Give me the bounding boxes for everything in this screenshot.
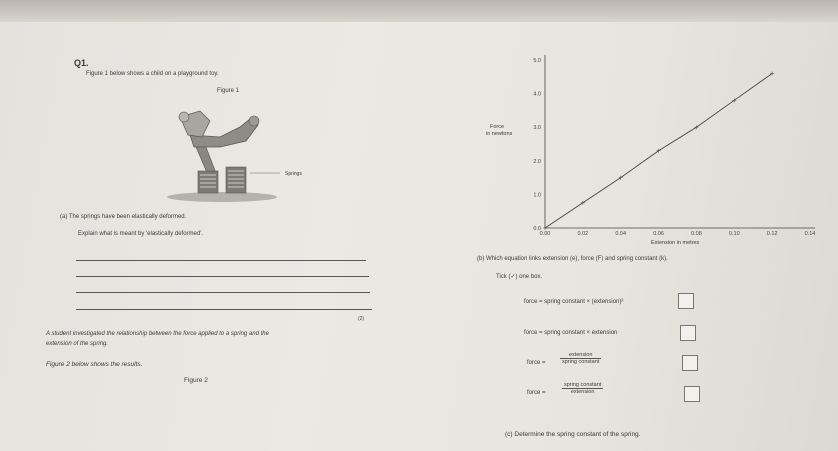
y-tick-label: 2.0: [533, 158, 541, 165]
x-tick-label: 0.12: [766, 231, 778, 237]
x-tick-label: 0.08: [691, 231, 702, 237]
option-3-checkbox[interactable]: [682, 355, 698, 371]
option-2-checkbox[interactable]: [680, 325, 696, 341]
option-4-denominator: extension: [570, 389, 595, 395]
option-4-numerator: spring constant: [564, 382, 602, 388]
option-4-lhs: force =: [527, 390, 546, 396]
y-tick-label: 1.0: [533, 192, 541, 199]
part-a-marks: (2): [358, 316, 365, 322]
option-4-checkbox[interactable]: [684, 386, 700, 402]
part-b-instruction: Tick (✓) one box.: [496, 274, 543, 280]
y-tick-label: 0.0: [533, 226, 541, 232]
option-3-denominator: spring constant: [562, 359, 600, 365]
y-axis-label-line1: Force: [490, 124, 505, 130]
x-axis-label: Extension in metres: [651, 240, 700, 246]
option-3-fraction: [560, 352, 601, 365]
x-tick-label: 0.10: [728, 231, 740, 237]
question-number: Q1.: [74, 58, 89, 68]
y-tick-label: 4.0: [533, 91, 541, 98]
part-b-label: (b) Which equation links extension (e), force (F) and spring constant (k).: [477, 256, 668, 262]
x-tick-label: 0.06: [653, 231, 664, 237]
figure2-caption: Figure 2: [184, 377, 208, 384]
x-tick-label: 0.00: [539, 231, 551, 237]
student-text-2: extension of the spring.: [46, 341, 109, 347]
x-tick-label: 0.04: [615, 231, 627, 237]
springs-label: Springs: [285, 171, 302, 177]
y-tick-label: 5.0: [533, 58, 541, 64]
part-c-label: (c) Determine the spring constant of the spring.: [505, 431, 641, 438]
option-4-fraction: [562, 382, 603, 395]
figure1-caption: Figure 1: [217, 88, 240, 94]
option-3-lhs: force =: [527, 360, 546, 366]
option-1-checkbox[interactable]: [678, 293, 694, 309]
x-tick-label: 0.02: [577, 231, 589, 237]
y-axis-label-line2: in newtons: [486, 131, 513, 137]
part-a-prompt: Explain what is meant by 'elastically deformed'.: [78, 231, 204, 237]
y-tick-label: 3.0: [533, 125, 541, 132]
question-intro: Figure 1 below shows a child on a playground toy.: [86, 71, 219, 77]
part-a-label: (a) The springs have been elastically deformed.: [60, 214, 187, 220]
figure2-intro: Figure 2 below shows the results.: [46, 361, 143, 368]
option-1-text: force = spring constant × (extension)²: [524, 299, 624, 305]
x-tick-label: 0.14: [804, 231, 816, 237]
student-text-1: A student investigated the relationship between the force applied to a spring and the: [46, 331, 269, 337]
option-2-text: force = spring constant × extension: [524, 330, 618, 336]
option-3-numerator: extension: [560, 352, 601, 359]
